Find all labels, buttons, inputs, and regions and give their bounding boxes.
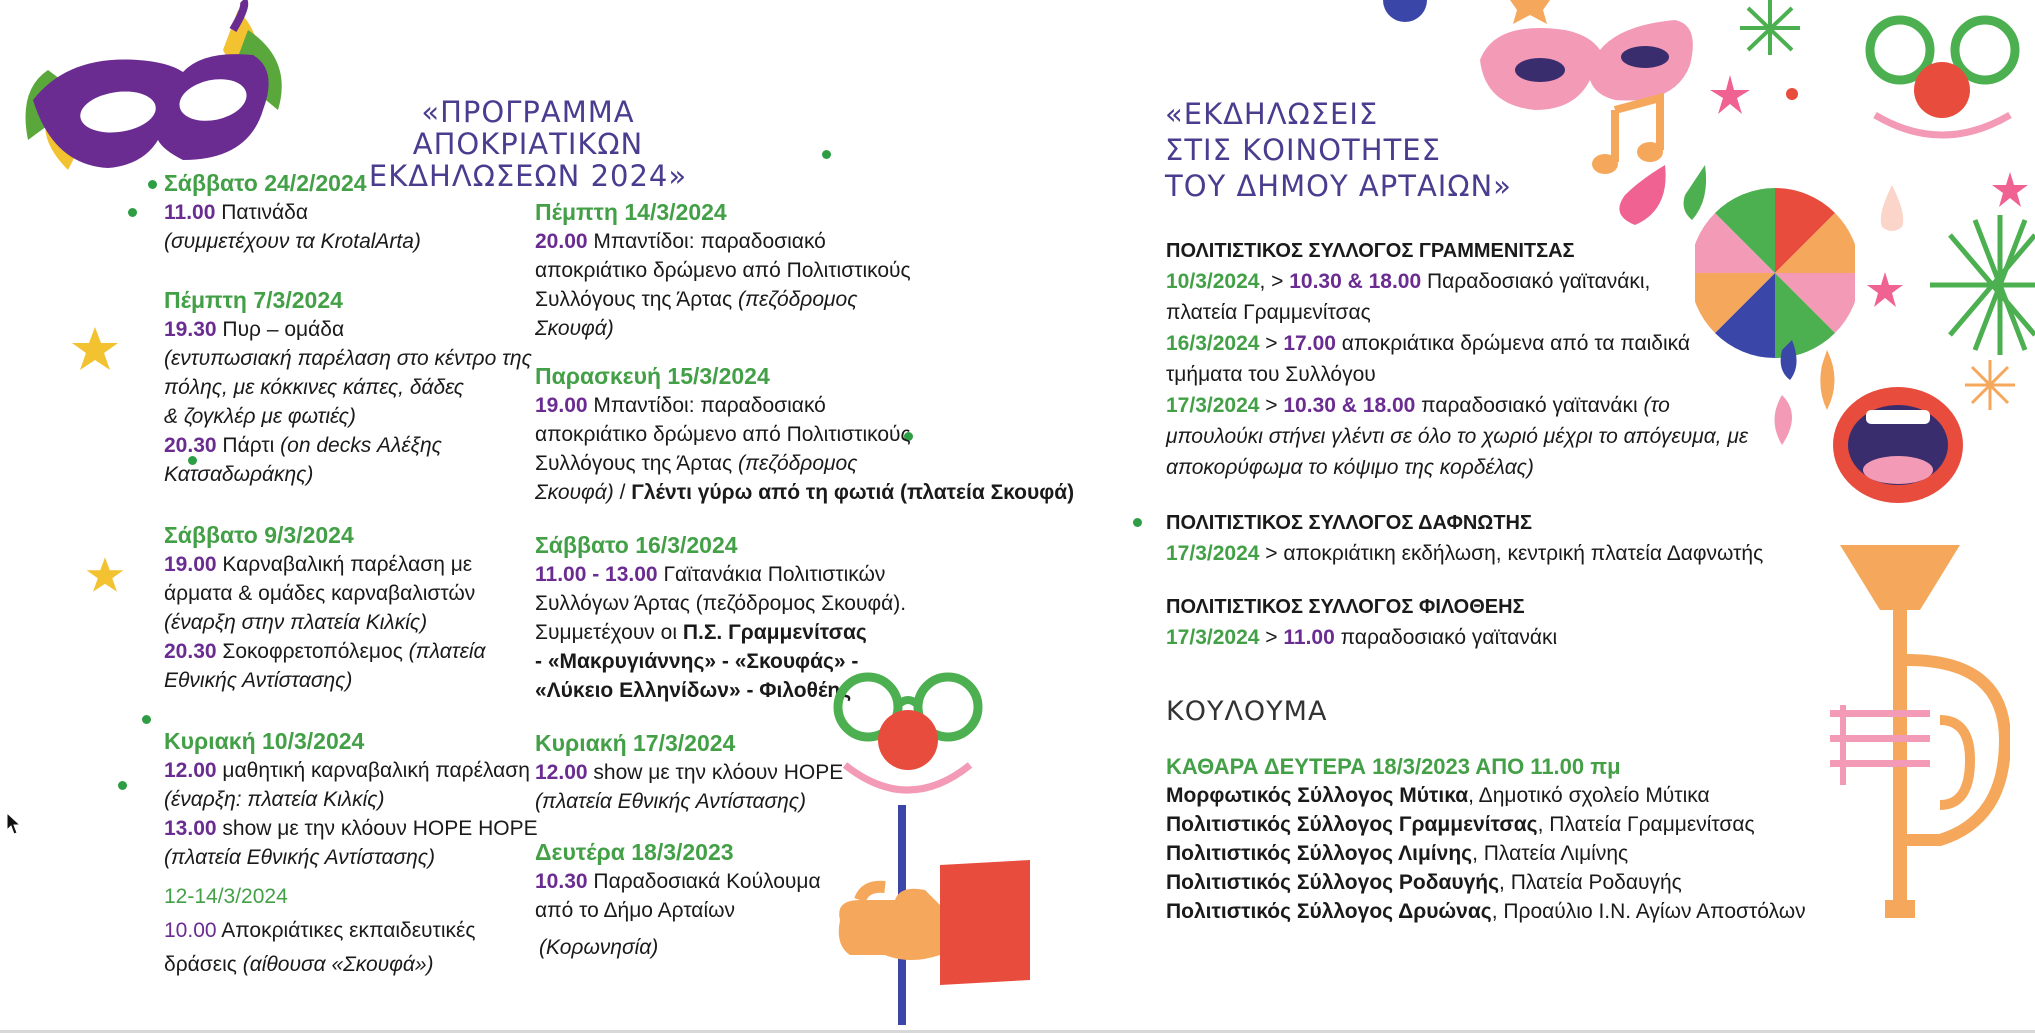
star-icon	[70, 325, 120, 373]
event-time: 17.00	[1283, 332, 1336, 355]
event-text: αποκριάτικο δρώμενο από Πολιτιστικούς	[535, 259, 911, 282]
event-date: 17/3/2024	[1166, 394, 1260, 417]
event-text: Μπαντίδοι: παραδοσιακό	[587, 394, 826, 417]
event-day: Παρασκευή 15/3/2024	[535, 363, 770, 389]
event-text: show με την κλόουν HOPE	[587, 761, 844, 784]
event-sun-17-3	[535, 728, 843, 816]
event-time: 11.00	[1283, 626, 1335, 649]
event-text: άρματα & ομάδες καρναβαλιστών	[164, 582, 476, 605]
event-note: αποκορύφωμα το κόψιμο της κορδέλας)	[1166, 456, 1534, 479]
event-separator: >	[1259, 626, 1284, 649]
event-note: (έναρξη: πλατεία Κιλκίς)	[164, 788, 385, 811]
event-text: Μπαντίδοι: παραδοσιακό	[587, 230, 826, 253]
event-note: (Κορωνησία)	[539, 936, 659, 959]
drop-icon	[1680, 165, 1710, 225]
event-day: 12-14/3/2024	[164, 885, 288, 908]
event-thu-14-3	[535, 197, 911, 343]
event-note: & ζογκλέρ με φωτιές)	[164, 405, 356, 428]
decorative-dot	[1133, 518, 1142, 527]
club-place: , Προαύλιο Ι.Ν. Αγίων Αποστόλων	[1491, 900, 1806, 923]
drop-icon	[1610, 160, 1670, 230]
event-date: 17/3/2024	[1166, 626, 1260, 649]
club-name: Μορφωτικός Σύλλογος Μύτικα	[1166, 784, 1469, 807]
club-place: , Πλατεία Γραμμενίτσας	[1537, 813, 1755, 836]
club-place: , Δημοτικό σχολείο Μύτικα	[1468, 784, 1710, 807]
communities-title-line: ΤΟΥ ΔΗΜΟΥ ΑΡΤΑΙΩΝ»	[1165, 169, 1512, 203]
event-time: 12.00	[164, 759, 217, 782]
communities-title-line: ΣΤΙΣ ΚΟΙΝΟΤΗΤΕΣ	[1165, 133, 1441, 167]
event-note: (συμμετέχουν τα KrotalArta)	[164, 230, 421, 253]
event-text: Συμμετέχουν οι	[535, 621, 683, 644]
event-sun-10-3	[164, 726, 538, 872]
clown-glasses-nose-icon	[1860, 5, 2035, 145]
decorative-dot	[128, 208, 137, 217]
confetti-burst-icon	[1865, 270, 1905, 310]
event-time: 11.00 - 13.00	[535, 563, 658, 586]
carnival-mask-icon	[8, 0, 298, 175]
event-highlight: - «Μακρυγιάννης» - «Σκουφάς» -	[535, 650, 859, 673]
kouloumna-title: ΚΟΥΛΟΥΜΑ	[1166, 696, 1328, 727]
event-highlight: Γλέντι γύρω από τη φωτιά (πλατεία Σκουφά)	[631, 481, 1075, 504]
club-place: , Πλατεία Ροδαυγής	[1499, 871, 1682, 894]
assoc-dafnotis	[1166, 508, 1763, 569]
event-note: Κατσαδωράκης)	[164, 463, 314, 486]
event-12-14-3	[164, 880, 475, 982]
event-note: (αίθουσα «Σκουφά»)	[242, 953, 434, 976]
clown-glasses-nose-icon	[820, 665, 995, 805]
event-time: 11.00	[164, 201, 216, 224]
confetti-burst-icon	[1730, 0, 1810, 60]
event-time: 19.00	[164, 553, 217, 576]
event-text: αποκριάτικη εκδήλωση, κεντρική πλατεία Δαφνωτής	[1283, 542, 1764, 565]
event-text: πλατεία Γραμμενίτσας	[1166, 301, 1371, 324]
event-text: Γαϊτανάκια Πολιτιστικών	[657, 563, 886, 586]
event-note: μπουλούκι στήνει γλέντι σε όλο το χωριό μέχρι το απόγευμα, με	[1166, 425, 1749, 448]
event-time: 20.30	[164, 434, 217, 457]
decorative-dot	[148, 180, 157, 189]
event-separator: /	[613, 481, 632, 504]
event-text: Παραδοσιακό γαϊτανάκι,	[1421, 270, 1651, 293]
event-sat-9-3	[164, 520, 485, 695]
event-note: (πλατεία Εθνικής Αντίστασης)	[535, 790, 807, 813]
assoc-title: ΠΟΛΙΤΙΣΤΙΚΟΣ ΣΥΛΛΟΓΟΣ ΦΙΛΟΘΕΗΣ	[1166, 596, 1525, 618]
event-text: Συλλόγους της Άρτας	[535, 452, 738, 475]
event-text: Αποκριάτικες εκπαιδευτικές	[216, 919, 476, 942]
blue-dot-icon	[1375, 0, 1435, 30]
event-day: Δευτέρα 18/3/2023	[535, 839, 734, 865]
event-time: 12.00	[535, 761, 588, 784]
trumpet-icon	[1830, 540, 2010, 920]
event-text: αποκριάτικα δρώμενα από τα παιδικά	[1335, 332, 1691, 355]
assoc-title: ΠΟΛΙΤΙΣΤΙΚΟΣ ΣΥΛΛΟΓΟΣ ΓΡΑΜΜΕΝΙΤΣΑΣ	[1166, 240, 1575, 262]
event-fri-15-3	[535, 361, 1074, 507]
event-text: μαθητική καρναβαλική παρέλαση	[216, 759, 530, 782]
confetti-burst-icon	[1965, 360, 2015, 410]
event-date: 10/3/2024	[1166, 270, 1260, 293]
event-note: Εθνικής Αντίστασης)	[164, 669, 353, 692]
kathara-deftera: ΚΑΘΑΡΑ ΔΕΥΤΕΡΑ 18/3/2023 ΑΠΟ 11.00 πμ	[1166, 754, 1621, 779]
assoc-filothei	[1166, 592, 1557, 653]
event-note: (πεζόδρομος	[737, 288, 858, 311]
club-name: Πολιτιστικός Σύλλογος Γραμμενίτσας	[1166, 813, 1538, 836]
event-day: Σάββατο 24/2/2024	[164, 170, 367, 196]
event-text: δράσεις	[164, 953, 243, 976]
event-time: 10.00	[164, 919, 217, 942]
event-text: Πυρ – ομάδα	[216, 318, 345, 341]
event-sat-24-2	[164, 168, 421, 256]
event-separator: >	[1259, 332, 1284, 355]
decorative-dot	[118, 781, 127, 790]
club-name: Πολιτιστικός Σύλλογος Λιμίνης	[1166, 842, 1473, 865]
event-highlight: Π.Σ. Γραμμενίτσας	[682, 621, 867, 644]
event-thu-7-3	[164, 285, 532, 489]
event-time: 10.30 & 18.00	[1283, 394, 1416, 417]
event-text: παραδοσιακό γαϊτανάκι	[1334, 626, 1558, 649]
event-text: Συλλόγους της Άρτας	[535, 288, 738, 311]
event-text: Συλλόγων Άρτας (πεζόδρομος Σκουφά).	[535, 592, 907, 615]
communities-title	[1165, 96, 1512, 204]
event-time: 13.00	[164, 817, 217, 840]
kouloumna-list	[1166, 752, 1806, 926]
event-text: από το Δήμο Αρταίων	[535, 899, 736, 922]
event-time: 10.30	[535, 870, 588, 893]
event-note: (πλατεία Εθνικής Αντίστασης)	[164, 846, 436, 869]
event-text: Παραδοσιακά Κούλουμα	[587, 870, 821, 893]
event-note: (πεζόδρομος	[737, 452, 858, 475]
event-note: (πλατεία	[408, 640, 486, 663]
event-note: (on decks Αλέξης	[280, 434, 442, 457]
program-title-line: ΕΚΔΗΛΩΣΕΩΝ 2024»	[368, 159, 688, 193]
event-day: Πέμπτη 7/3/2024	[164, 287, 343, 313]
star-icon	[85, 555, 125, 595]
event-separator: >	[1259, 394, 1284, 417]
confetti-burst-icon	[1990, 170, 2030, 210]
decorative-dot	[822, 150, 831, 159]
event-note: Σκουφά)	[535, 481, 614, 504]
event-day: Κυριακή 10/3/2024	[164, 728, 365, 754]
event-text: show με την κλόουν HOPE HOPE	[216, 817, 538, 840]
assoc-title: ΠΟΛΙΤΙΣΤΙΚΟΣ ΣΥΛΛΟΓΟΣ ΔΑΦΝΩΤΗΣ	[1166, 512, 1533, 534]
program-title-line: «ΠΡΟΓΡΑΜΜΑ ΑΠΟΚΡΙΑΤΙΚΩΝ	[412, 95, 644, 161]
event-text: Πατινάδα	[215, 201, 308, 224]
event-day: Κυριακή 17/3/2024	[535, 730, 736, 756]
event-separator: >	[1259, 542, 1284, 565]
event-date: 16/3/2024	[1166, 332, 1260, 355]
confetti-burst-icon	[1700, 70, 1760, 120]
event-text: Καρναβαλική παρέλαση με	[216, 553, 473, 576]
event-highlight: «Λύκειο Ελληνίδων» - Φιλοθέης	[535, 679, 852, 702]
event-separator: , >	[1259, 270, 1290, 293]
pinwheel-icon	[1695, 185, 1855, 360]
event-text: παραδοσιακό γαϊτανάκι	[1415, 394, 1644, 417]
club-place: , Πλατεία Λιμίνης	[1472, 842, 1629, 865]
mouth-icon	[1828, 380, 1968, 510]
event-time: 19.30	[164, 318, 217, 341]
event-day: Πέμπτη 14/3/2024	[535, 199, 727, 225]
event-day: Σάββατο 16/3/2024	[535, 532, 738, 558]
event-text: Σοκοφρετοπόλεμος	[216, 640, 409, 663]
club-name: Πολιτιστικός Σύλλογος Δρυώνας	[1166, 900, 1492, 923]
event-time: 20.30	[164, 640, 217, 663]
club-name: Πολιτιστικός Σύλλογος Ροδαυγής	[1166, 871, 1500, 894]
event-text: τμήματα του Συλλόγου	[1166, 363, 1376, 386]
event-text: Πάρτι	[216, 434, 281, 457]
hand-flag-icon	[830, 805, 1030, 1025]
event-time: 10.30 & 18.00	[1289, 270, 1422, 293]
event-note: (εντυπωσιακή παρέλαση στο κέντρο της	[164, 347, 532, 370]
event-mon-18-3	[535, 837, 821, 962]
communities-title-line: «ΕΚΔΗΛΩΣΕΙΣ	[1165, 97, 1379, 131]
confetti-burst-icon	[1930, 210, 2035, 360]
cursor-icon	[6, 812, 22, 836]
event-note: (το	[1643, 394, 1670, 417]
event-time: 20.00	[535, 230, 588, 253]
decorative-dot	[1786, 88, 1798, 100]
drop-icon	[1877, 185, 1907, 235]
event-time: 19.00	[535, 394, 588, 417]
event-note: (έναρξη στην πλατεία Κιλκίς)	[164, 611, 428, 634]
event-day: Σάββατο 9/3/2024	[164, 522, 354, 548]
decorative-dot	[142, 715, 151, 724]
event-text: αποκριάτικο δρώμενο από Πολιτιστικούς	[535, 423, 911, 446]
event-date: 17/3/2024	[1166, 542, 1260, 565]
assoc-grammenitsa	[1166, 236, 1748, 483]
event-note: Σκουφά)	[535, 317, 614, 340]
event-note: πόλης, με κόκκινες κάπες, δάδες	[164, 376, 465, 399]
